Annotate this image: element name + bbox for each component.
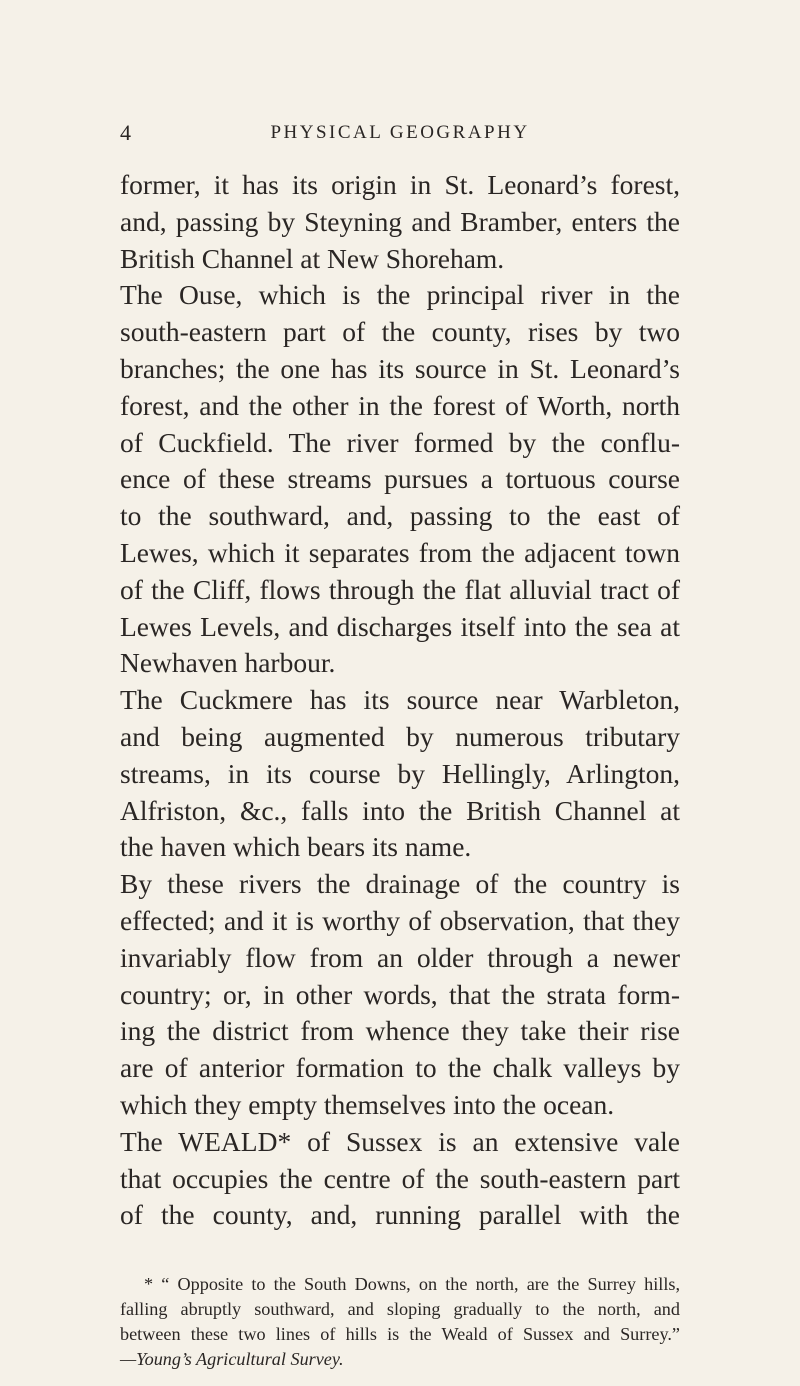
footnote-line: falling abruptly southward, and sloping gradually to the north, and	[120, 1299, 680, 1319]
footnote-line: * “ Opposite to the South Downs, on the north, are the Surrey hills,	[144, 1274, 680, 1294]
text-line: British Channel at New Shoreham.	[120, 242, 505, 274]
text-line: effected; and it is worthy of observation, that they	[120, 904, 680, 936]
text-line: Newhaven harbour.	[120, 647, 336, 679]
text-line: the haven which bears its name.	[120, 831, 472, 863]
footnote-line: between these two lines of hills is the Weald of Sussex and Surrey.”	[120, 1324, 680, 1344]
text-line: ing the district from whence they take their rise	[120, 1015, 680, 1047]
text-line: and, passing by Steyning and Bramber, enters the	[120, 205, 680, 237]
text-line: The Ouse, which is the principal river in the	[120, 279, 680, 311]
text-line: Lewes, which it separates from the adjacent town	[120, 536, 680, 568]
footnote	[120, 1272, 680, 1372]
text-line: branches; the one has its source in St. Leonard’s	[120, 352, 680, 384]
running-head: PHYSICAL GEOGRAPHY	[270, 122, 530, 143]
text-line: of the Cliff, flows through the flat alluvial tract of	[120, 573, 680, 605]
text-line: The Cuckmere has its source near Warbleton,	[120, 684, 680, 716]
text-line: of Cuckfield. The river formed by the conflu-	[120, 426, 680, 458]
text-line: to the southward, and, passing to the east of	[120, 500, 680, 532]
text-line: and being augmented by numerous tributary	[120, 720, 680, 752]
text-line: former, it has its origin in St. Leonard’s forest,	[120, 169, 680, 200]
page-number: 4	[120, 120, 131, 145]
page-header	[120, 118, 680, 148]
text-line: invariably flow from an older through a newer	[120, 941, 680, 973]
text-line: of the county, and, running parallel with the	[120, 1199, 680, 1231]
text-line: forest, and the other in the forest of Worth, north	[120, 389, 680, 421]
text-line: which they empty themselves into the ocean.	[120, 1088, 615, 1120]
footnote-citation: —Young’s Agricultural Survey.	[120, 1349, 344, 1369]
text-line: streams, in its course by Hellingly, Arlington,	[120, 757, 680, 789]
text-line: ence of these streams pursues a tortuous course	[120, 463, 680, 495]
body-text	[120, 167, 680, 1234]
text-line: Alfriston, &c., falls into the British Channel at	[120, 794, 680, 826]
text-line: Lewes Levels, and discharges itself into the sea at	[120, 610, 680, 642]
text-line: The WEALD* of Sussex is an extensive vale	[120, 1125, 680, 1157]
text-line: are of anterior formation to the chalk valleys by	[120, 1052, 680, 1084]
text-line: south-eastern part of the county, rises by two	[120, 316, 680, 348]
text-line: country; or, in other words, that the strata form-	[120, 978, 680, 1010]
text-line: that occupies the centre of the south-eastern part	[120, 1162, 680, 1194]
text-line: By these rivers the drainage of the country is	[120, 868, 680, 900]
